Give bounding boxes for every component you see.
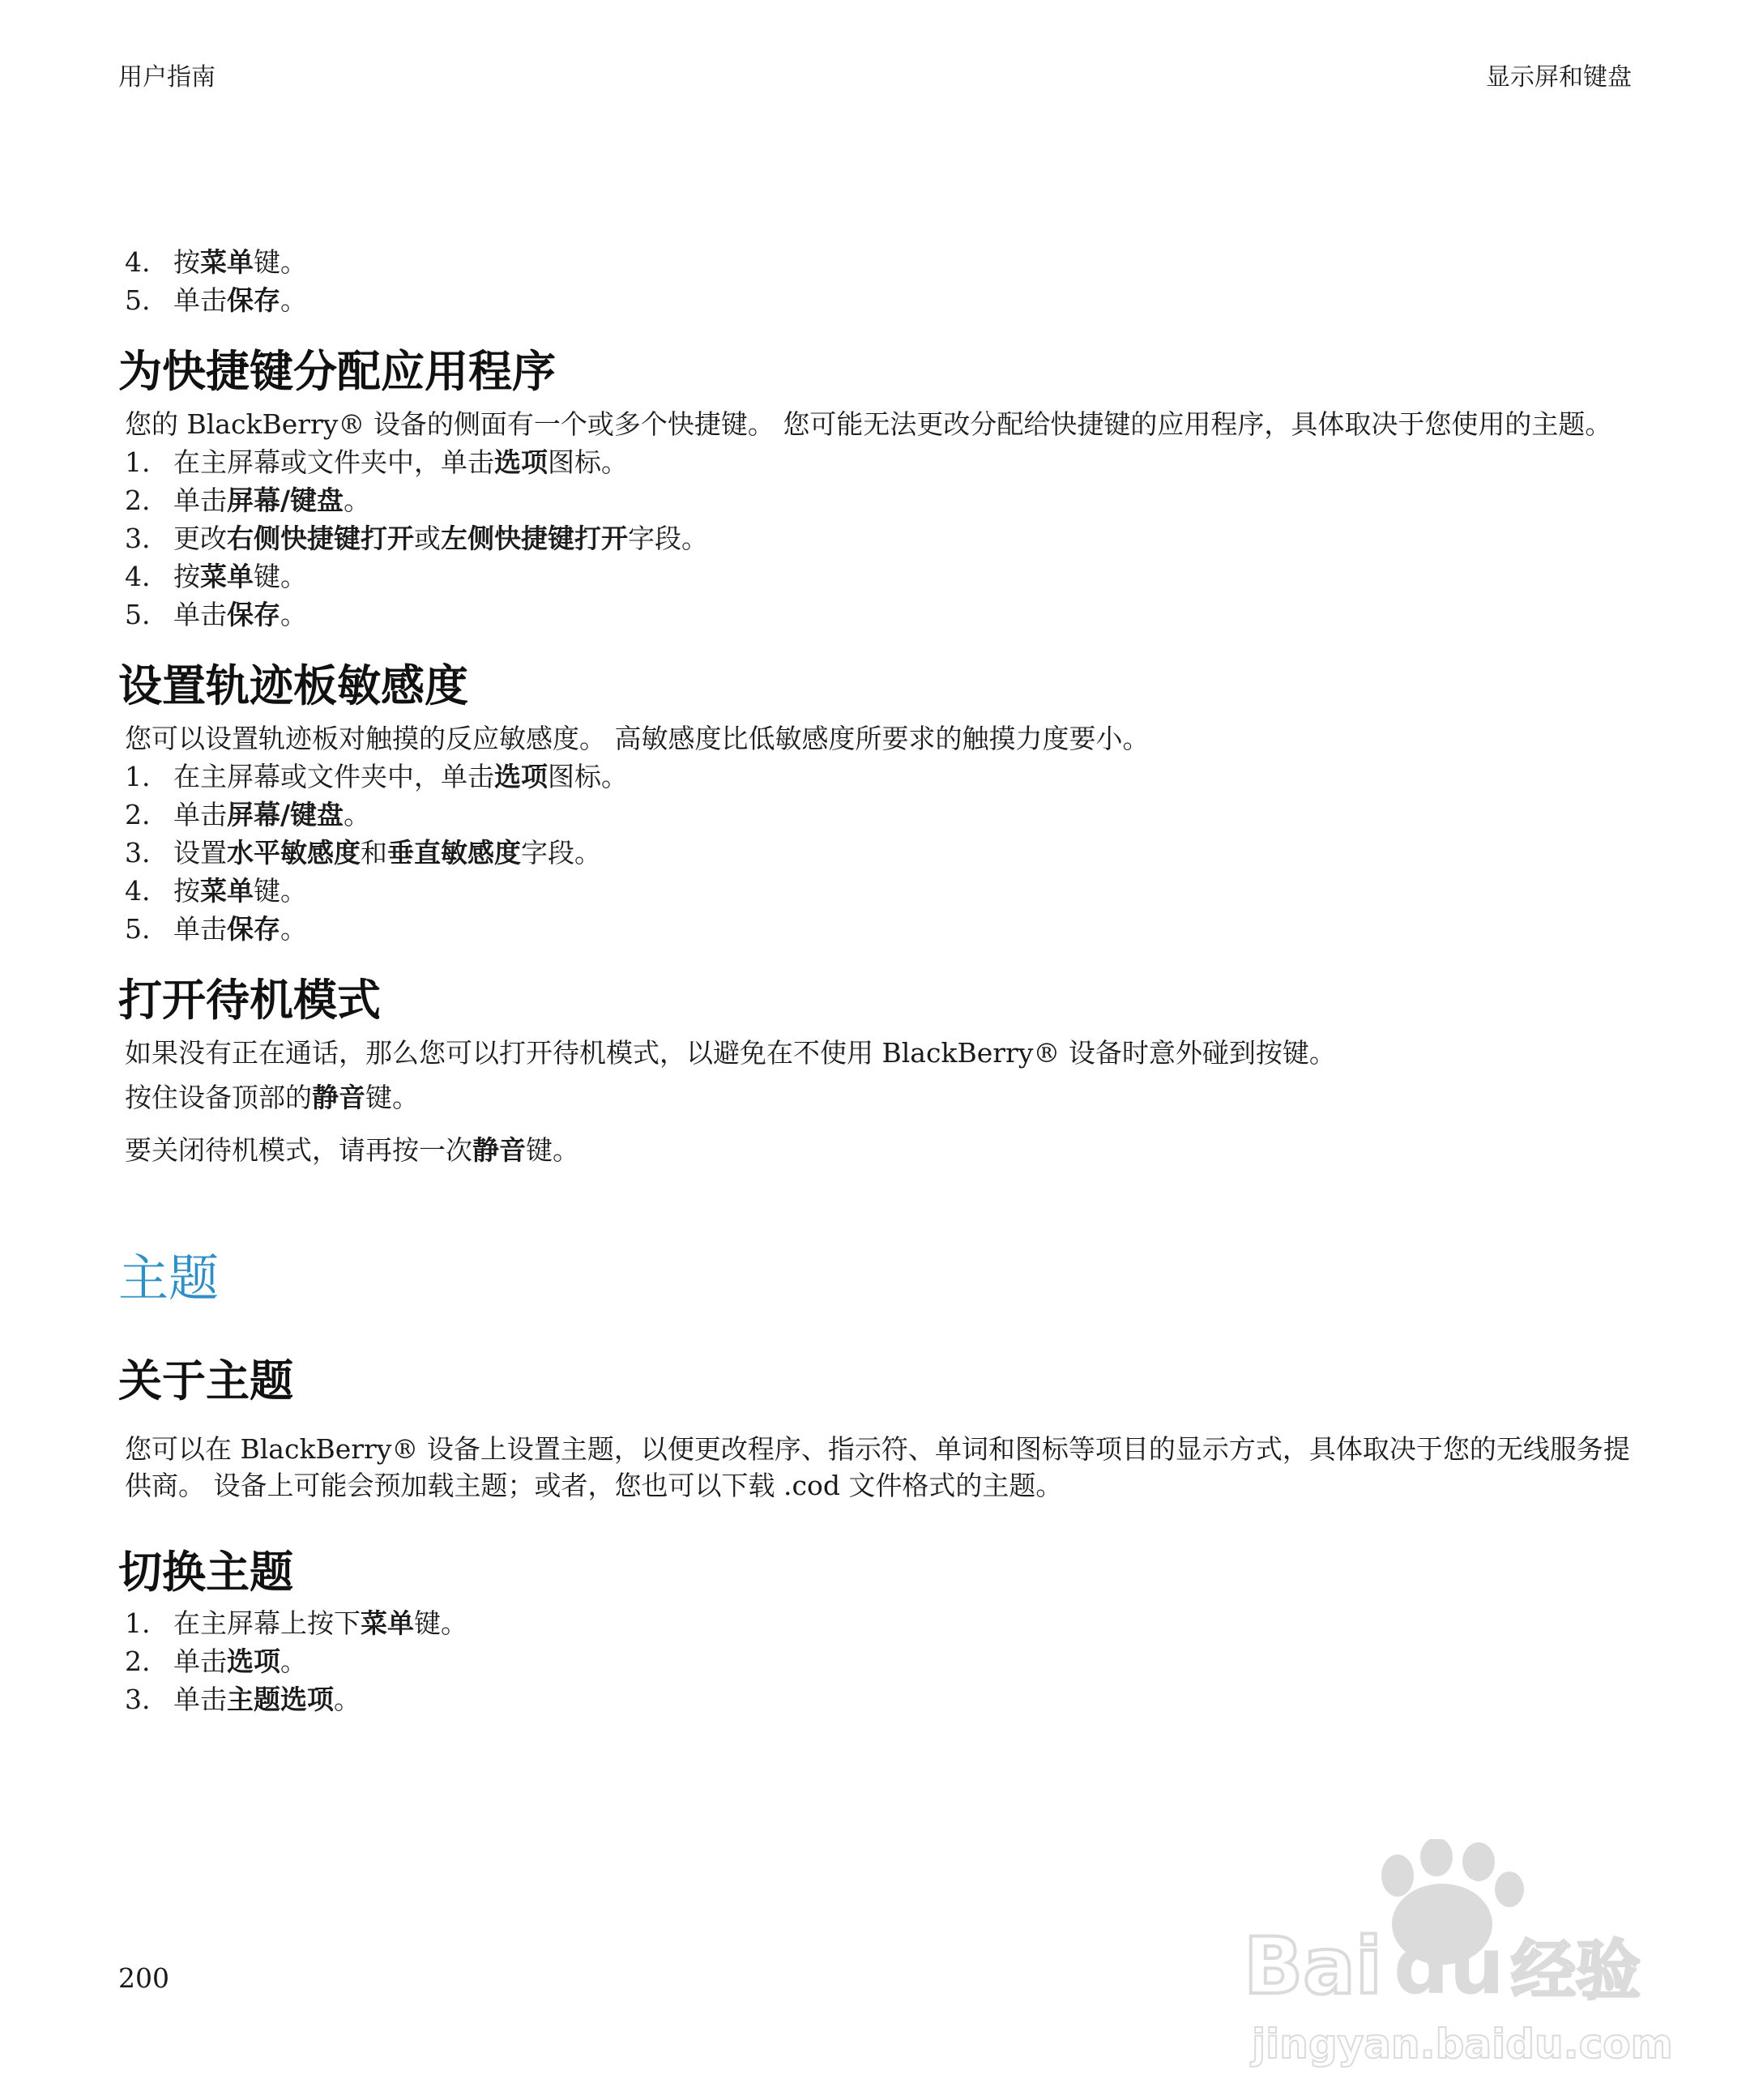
section-title: 打开待机模式 xyxy=(118,975,381,1026)
svg-text:jingyan.baidu.com: jingyan.baidu.com xyxy=(1252,2021,1673,2068)
svg-text:经验: 经验 xyxy=(1511,1933,1641,2008)
section-title: 切换主题 xyxy=(118,1547,293,1598)
section-title: 关于主题 xyxy=(118,1355,293,1406)
intro-steps xyxy=(118,243,1650,319)
page-number: 200 xyxy=(118,1962,169,1994)
step-item: 1. 在主屏幕或文件夹中，单击选项图标。 xyxy=(125,761,628,792)
section-title: 为快捷键分配应用程序 xyxy=(118,346,556,397)
step-item: 1. 在主屏幕上按下菜单键。 xyxy=(125,1607,467,1639)
header-right: 显示屏和键盘 xyxy=(1486,63,1632,92)
baidu-watermark-logo xyxy=(1244,1839,1673,2082)
section-description: 您可以在 BlackBerry® 设备上设置主题，以便更改程序、指示符、单词和图标等项目的显示方式，具体取决于您的无线服务提供商。 设备上可能会预加载主题；或者，您也可以下载 .cod 文件格式的主题。 xyxy=(125,1433,1630,1501)
step-item: 5. 单击保存。 xyxy=(125,599,307,630)
instruction-paragraph: 按住设备顶部的静音键。 xyxy=(125,1082,419,1113)
step-item: 5. 单击保存。 xyxy=(125,913,307,945)
svg-text:du: du xyxy=(1394,1921,1505,2012)
step-item: 3. 更改右侧快捷键打开或左侧快捷键打开字段。 xyxy=(125,523,708,554)
section-description: 您的 BlackBerry® 设备的侧面有一个或多个快捷键。 您可能无法更改分配给快捷键的应用程序，具体取决于您使用的主题。 xyxy=(125,408,1612,440)
section-steps xyxy=(118,758,1650,948)
section-description: 您可以设置轨迹板对触摸的反应敏感度。 高敏感度比低敏感度所要求的触摸力度要小。 xyxy=(125,723,1150,754)
section-description: 如果没有正在通话，那么您可以打开待机模式，以避免在不使用 BlackBerry® 设备时意外碰到按键。 xyxy=(125,1037,1336,1069)
step-item: 2. 单击选项。 xyxy=(125,1645,307,1677)
step-item: 3. 单击主题选项。 xyxy=(125,1684,361,1715)
step-item: 4. 按菜单键。 xyxy=(125,561,307,592)
step-item: 4. 按菜单键。 xyxy=(125,875,307,907)
step-item: 5. 单击保存。 xyxy=(125,284,307,316)
page-content xyxy=(118,243,1650,1718)
step-item: 1. 在主屏幕或文件夹中，单击选项图标。 xyxy=(125,446,628,478)
chapter-title: 主题 xyxy=(118,1248,220,1308)
header-left: 用户指南 xyxy=(118,63,216,92)
svg-text:Bai: Bai xyxy=(1244,1921,1382,2012)
step-item: 2. 单击屏幕/键盘。 xyxy=(125,484,371,516)
step-item: 3. 设置水平敏感度和垂直敏感度字段。 xyxy=(125,837,601,869)
section-steps xyxy=(118,443,1650,634)
instruction-paragraph: 要关闭待机模式，请再按一次静音键。 xyxy=(125,1134,579,1166)
section-steps xyxy=(118,1604,1650,1718)
step-item: 4. 按菜单键。 xyxy=(125,246,307,278)
section-title: 设置轨迹板敏感度 xyxy=(118,660,468,711)
step-item: 2. 单击屏幕/键盘。 xyxy=(125,799,371,830)
